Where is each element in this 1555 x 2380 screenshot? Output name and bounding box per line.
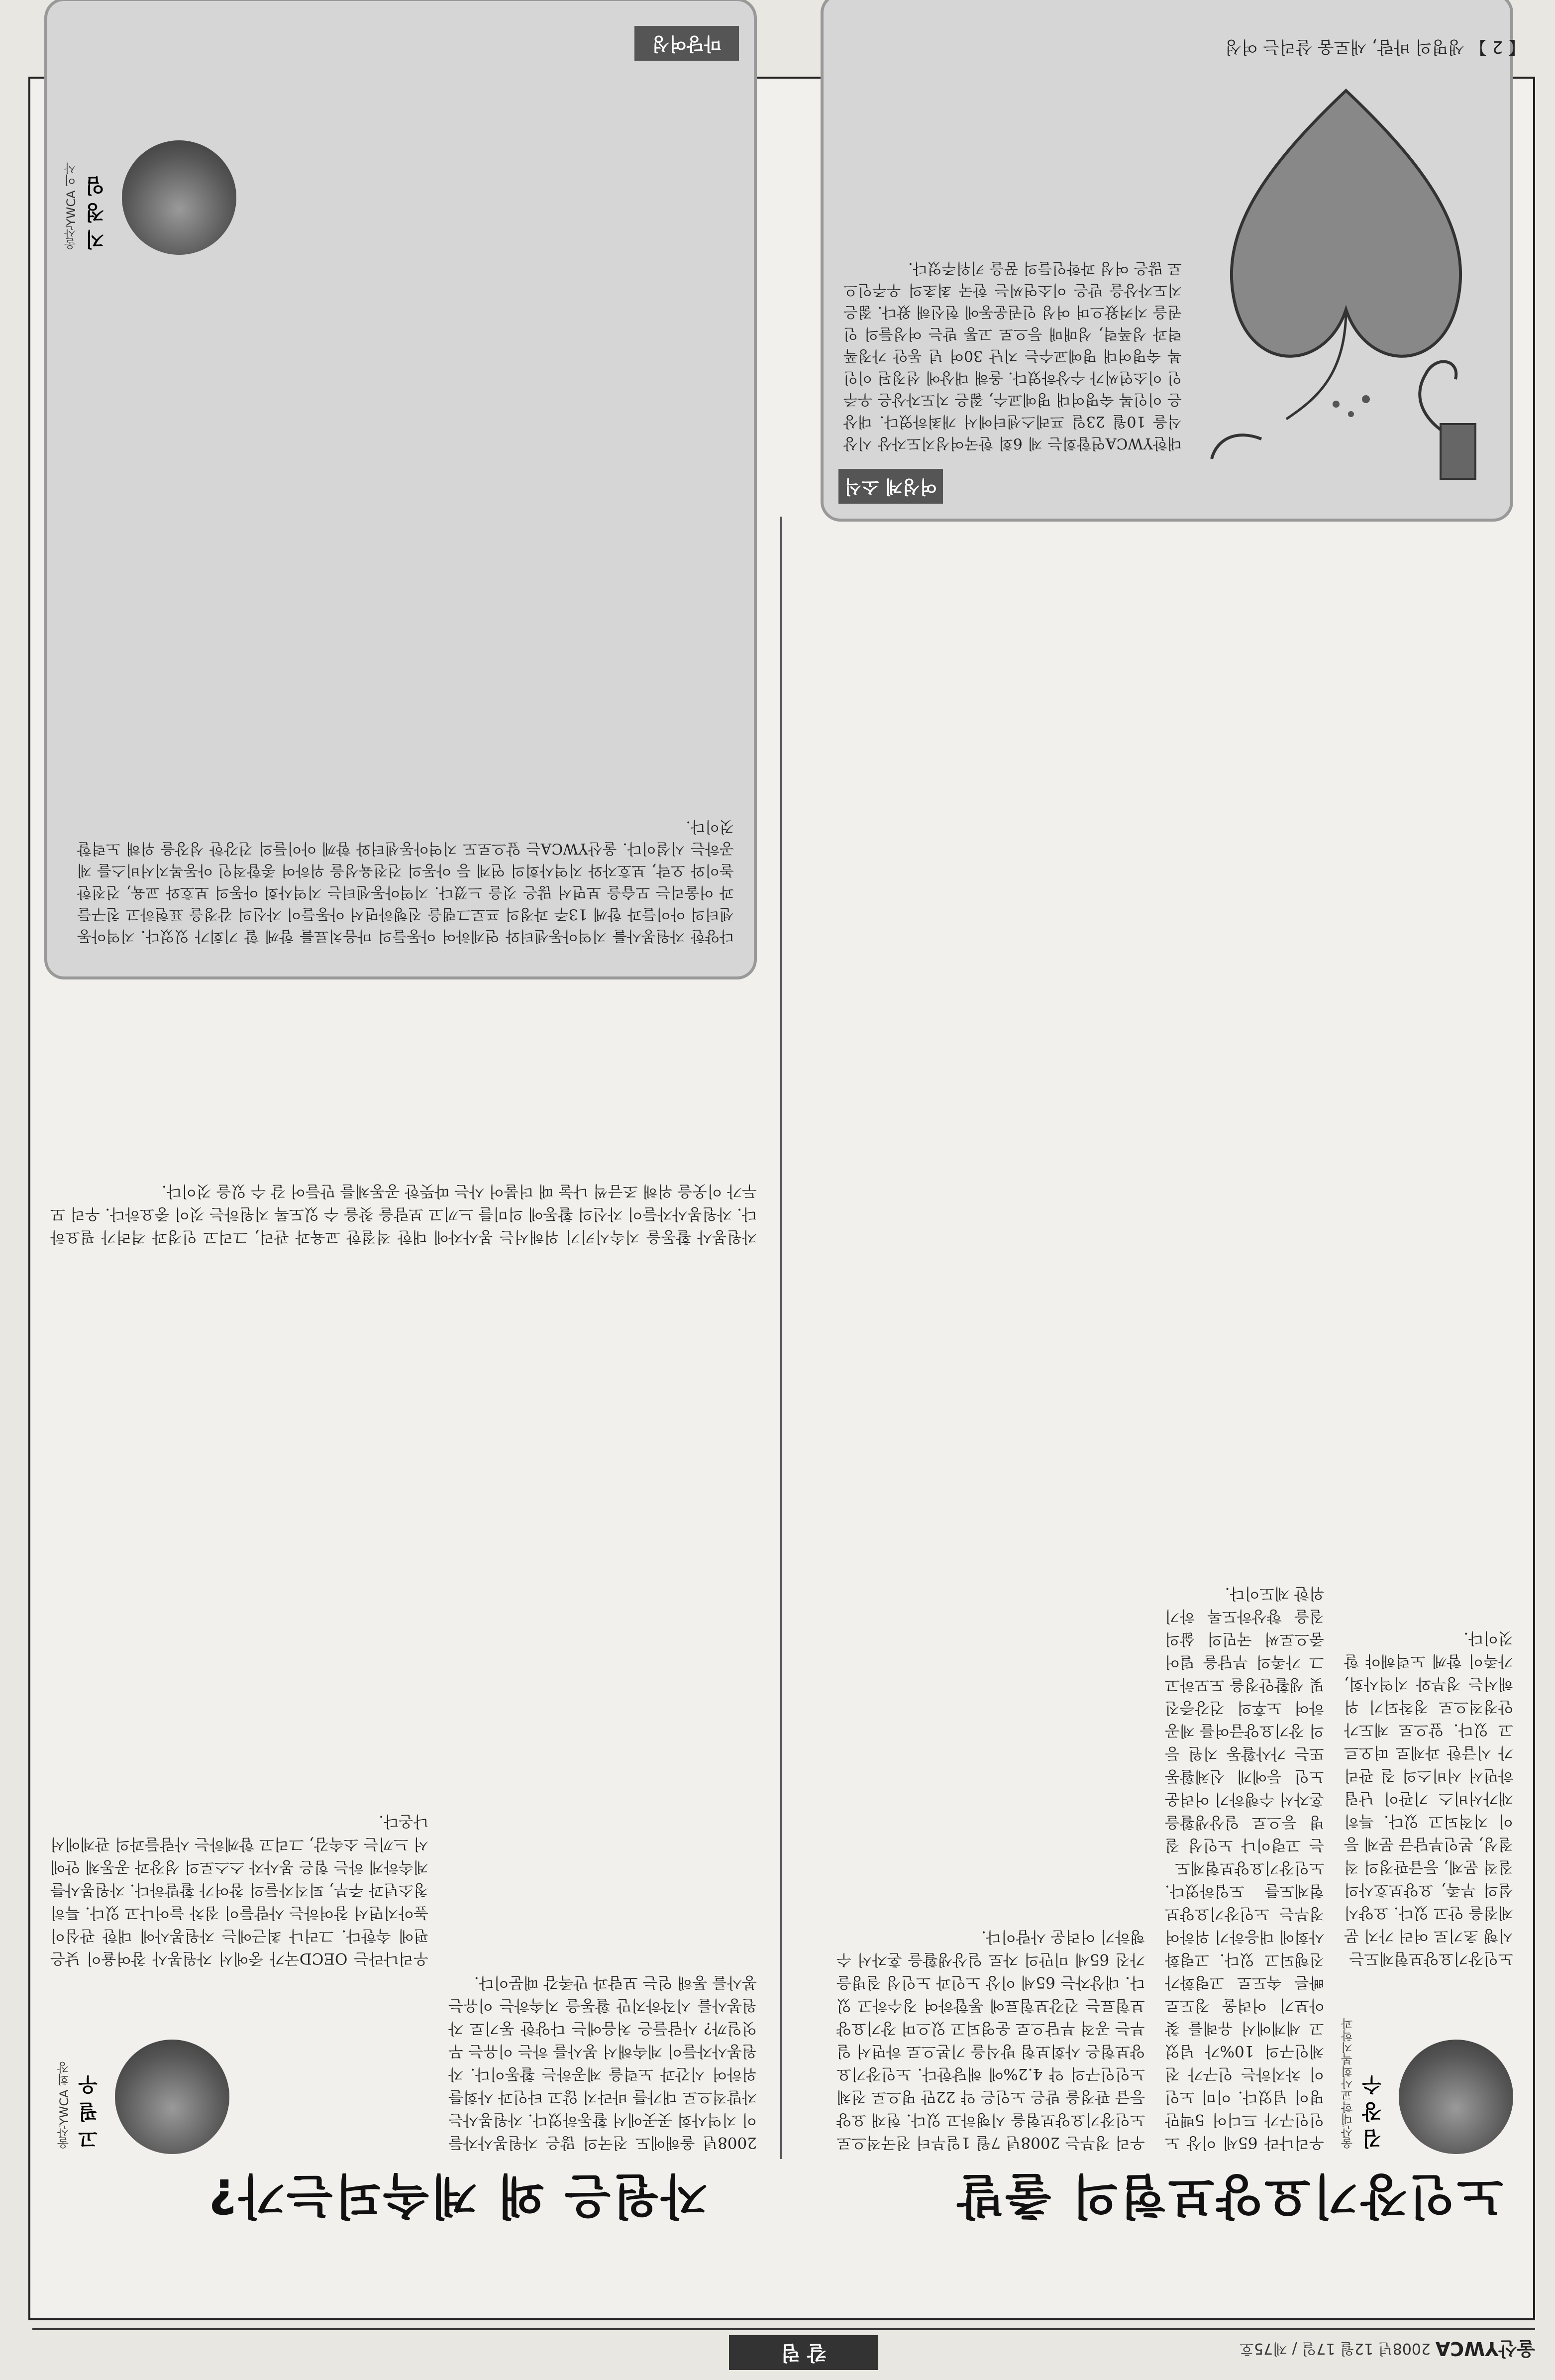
author-left — [1334, 2005, 1513, 2154]
essay-box-label: 마당여성 — [634, 26, 739, 61]
headline-right: 자원은 왜 계속되는가? — [207, 2168, 707, 2224]
author-title: 울산YWCA 회장 — [57, 2061, 71, 2149]
article-left-col3: 노인장기요양보험제도는 시행 초기로 여러 가지 문제점을 안고 있다. 요양시설의 부족, 요양보호사의 질적 문제, 등급판정의 적절성, 본인부담금 문제 등이 지적되고 있다. 특히 재가서비스 기관이 난립하면서 서비스의 질 관리가 시급한 과제로 떠오르고 있다. 앞으로 제도가 안정적으로 정착되기 위해서는 정부와 지역사회, 가족이 함께 노력해야 할 것이다. — [1344, 1629, 1513, 1967]
heart-illustration — [1197, 51, 1495, 499]
article-left-col1: 우리나라 65세 이상 노인인구가 드디어 5백만 명이 넘었다. 이미 노인이 차지하는 인구가 전체인구의 10%가 넘었고 세계에서 유례를 찾아보기 어려울 정도로 빠른 속도로 고령화가 진행되고 있다. 고령화 사회에 대응하기 위하여 정부는 노인장기요양보험제도를 도입하였다. 노인장기요양보험제도는 고령이나 노인성 질병 등으로 일상생활을 혼자서 수행하기 어려운 노인 등에게 신체활동 또는 가사활동 지원 등의 장기요양급여를 제공하여 노후의 건강증진 및 생활안정을 도모하고 그 가족의 부담을 덜어줌으로써 국민의 삶의 질을 향상하도록 하기 위한 제도이다. — [1165, 1584, 1324, 2152]
essay-box — [44, 0, 757, 979]
author-title: 울산대학교사회복지학과 — [1341, 2018, 1355, 2149]
paper-name: 울산YWCA — [1435, 2338, 1535, 2360]
essay-box-text: 다양한 자원봉사를 지역아동센터와 연계하여 아동들의 마음치료를 함께 할 기회가 있었다. 지역아동센터의 아이들과 함께 13주 과정의 프로그램을 진행하면서 아동들이 자신의 감정을 표현하고 친구들과 어울리는 모습을 보면서 많은 것을 느꼈다. 지역아동센터는 지역사회 아동의 보호와 교육, 건전한 놀이와 오락, 보호자와 지역사회의 연계 등 아동의 건전육성을 위하여 종합적인 아동복지서비스를 제공하는 시설이다. 울산YWCA는 앞으로도 지역아동센터와 함께 아이들의 건강한 성장을 위해 노력할 것이다. — [77, 818, 734, 945]
author-name: 김 장 수 — [1362, 2075, 1385, 2149]
issue-date: 2008년 12월 17일 / 제75호 — [1239, 2340, 1431, 2357]
article-left-col2: 우리 정부는 2008년 7월 1일부터 전국적으로 노인장기요양보험을 시행하고 있다. 현재 요양 등급 판정을 받은 노인은 약 22만 명으로 전체 노인인구의 약 4.2%에 해당한다. 노인장기요양보험은 사회보험 방식을 기본으로 하면서 일부는 공적 부담으로 운영되고 있으며 장기요양보험료는 건강보험료에 통합하여 징수하고 있다. 대상자는 65세 이상 노인과 노인성 질병을 가진 65세 미만의 자로 일상생활을 혼자서 수행하기 어려운 사람이다. — [836, 1928, 1145, 2152]
article-right-col3: 자원봉사 활동을 지속시키기 위해서는 봉사자에 대한 적절한 교육과 관리, 그리고 인정과 격려가 필요하다. 자원봉사자들이 자신의 활동에 의미를 느끼고 보람을 찾을 수 있도록 지원하는 것이 중요하다. 우리 모두가 이웃을 위해 조금씩 나눌 때 더불어 사는 따뜻한 공동체를 만들어 갈 수 있을 것이다. — [50, 1182, 757, 1246]
headline-left: 노인장기요양보험의 출발 — [955, 2168, 1503, 2224]
article-right-col2: 우리나라는 OECD국가 중에서 자원봉사 참여율이 낮은 편에 속한다. 그러나 최근에는 자원봉사에 대한 관심이 높아지면서 참여하는 사람들이 점차 늘어나고 있다. 특히 청소년과 주부, 퇴직자들의 참여가 활발하다. 자원봉사를 계속하게 하는 힘은 봉사자 스스로의 성장과 공동체 안에서 느끼는 소속감, 그리고 함께하는 사람들과의 관계에서 나온다. — [50, 1812, 428, 1967]
author-right — [50, 2005, 229, 2154]
masthead — [32, 2328, 1535, 2370]
section-label: 칼 럼 — [729, 2335, 878, 2370]
news-box-text: 대한YWCA연합회는 제 6회 한국여성지도자상 시상식을 10월 23일 프레스센터에서 개최하였다. 대상은 이인복 숙명여대 명예교수, 젊은 지도자상은 우주인 이소연씨가 수상하였다. 올해 대상에 선정된 이인복 숙명여대 명예교수는 지난 30여 년 동안 가정폭력과 성폭력, 성매매 등으로 고통 받는 여성들의 인권을 지켜왔으며 여성 인권운동에 헌신해 왔다. 젊은 지도자상을 받은 이소연씨는 한국 최초의 우주인으로 많은 여성 과학인들의 꿈을 키워주었다. — [843, 259, 1182, 452]
author-photo — [1399, 2040, 1513, 2154]
author-title: 울산YWCA 이사 — [64, 162, 78, 250]
news-box — [821, 0, 1513, 522]
author-photo — [115, 2040, 229, 2154]
author-name: 지 정 임 — [85, 176, 108, 250]
page-footer: 【 2 】 생명의 바람, 새로움 살리는 여성 — [1225, 37, 1525, 57]
author-photo — [122, 140, 236, 255]
author-box — [57, 106, 236, 255]
column-divider — [780, 517, 782, 2159]
author-name: 고 필 우 — [78, 2075, 101, 2149]
news-box-label: 여성계 소식 — [838, 469, 943, 504]
article-right-col1: 2008년 올해에도 전국의 많은 자원봉사자들이 지역사회 곳곳에서 활동하였다. 자원봉사는 자발적으로 대가를 바라지 않고 타인과 사회를 위하여 시간과 노력을 제공하는 활동이다. 자원봉사자들이 계속해서 봉사를 하는 이유는 무엇일까? 사람들은 처음에는 다양한 동기로 자원봉사를 시작하지만 활동을 지속하는 이유는 봉사를 통해 얻는 보람과 만족감 때문이다. — [448, 1973, 757, 2152]
